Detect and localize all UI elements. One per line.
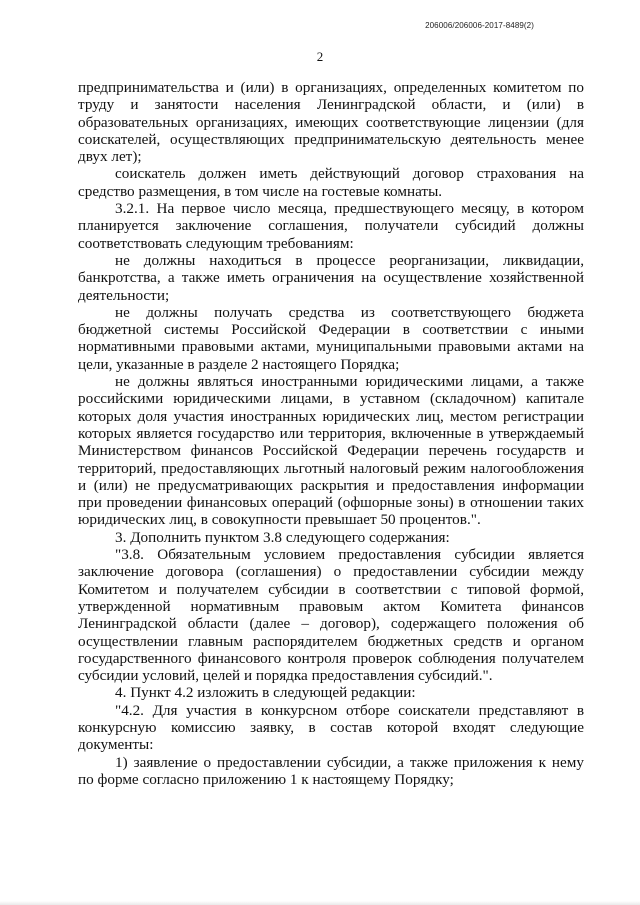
paragraph: 1) заявление о предоставлении субсидии, а также приложения к нему по форме согласно приложению 1 к настоящему Порядку; <box>78 753 584 788</box>
paragraph: 3. Дополнить пунктом 3.8 следующего содержания: <box>115 528 450 546</box>
paragraph: "3.8. Обязательным условием предоставления субсидии является заключение договора (соглашения) о предоставлении субсидии между Комитетом и получателем субсидии в соответствии с типовой формой, утвержденной нормативным правовым актом Комитета финансов Ленинградской области (далее – договор), содержащего положения об осуществлении главным распорядителем бюджетных средств и органом государственного финансового контроля проверок соблюдения получателем субсидии условий, целей и порядка предоставления субсидий.". <box>78 546 584 685</box>
document-id: 206006/206006-2017-8489(2) <box>425 21 534 30</box>
paragraph: предпринимательства и (или) в организациях, определенных комитетом по труду и занятости населения Ленинградской области, и (или) в образовательных организациях, имеющих соответствующие лицензии (для соискателей, осуществляющих предпринимательскую деятельность менее двух лет); <box>78 79 584 166</box>
page-number: 2 <box>316 49 324 64</box>
paragraph: не должны получать средства из соответствующего бюджета бюджетной системы Российской Федерации в соответствии с иными нормативными правовыми актами, муниципальными правовыми актами на цели, указанные в разделе 2 настоящего Порядка; <box>78 303 584 373</box>
paragraph: не должны находиться в процессе реорганизации, ликвидации, банкротства, а также иметь ограничения на осуществление хозяйственной деятельности; <box>78 251 584 304</box>
paragraph: соискатель должен иметь действующий договор страхования на средство размещения, в том числе на гостевые комнаты. <box>78 165 584 200</box>
scan-edge-shadow <box>0 901 640 905</box>
paragraph: 4. Пункт 4.2 изложить в следующей редакции: <box>115 684 416 702</box>
paragraph: "4.2. Для участия в конкурсном отборе соискатели представляют в конкурсную комиссию заявку, в состав которой входят следующие документы: <box>78 701 584 754</box>
document-body <box>78 79 584 788</box>
paragraph: 3.2.1. На первое число месяца, предшествующего месяцу, в котором планируется заключение соглашения, получатели субсидий должны соответствовать следующим требованиям: <box>78 200 584 252</box>
paragraph: не должны являться иностранными юридическими лицами, а также российскими юридическими лицами, в уставном (складочном) капитале которых доля участия иностранных юридических лиц, местом регистрации которых является государство или территория, включенные в утверждаемый Министерством финансов Российской Федерации перечень государств и территорий, предоставляющих льготный налоговый режим налогообложения и (или) не предусматривающих раскрытия и предоставления информации при проведении финансовых операций (офшорные зоны) в отношении таких юридических лиц, в совокупности превышает 50 процентов.". <box>78 373 584 529</box>
